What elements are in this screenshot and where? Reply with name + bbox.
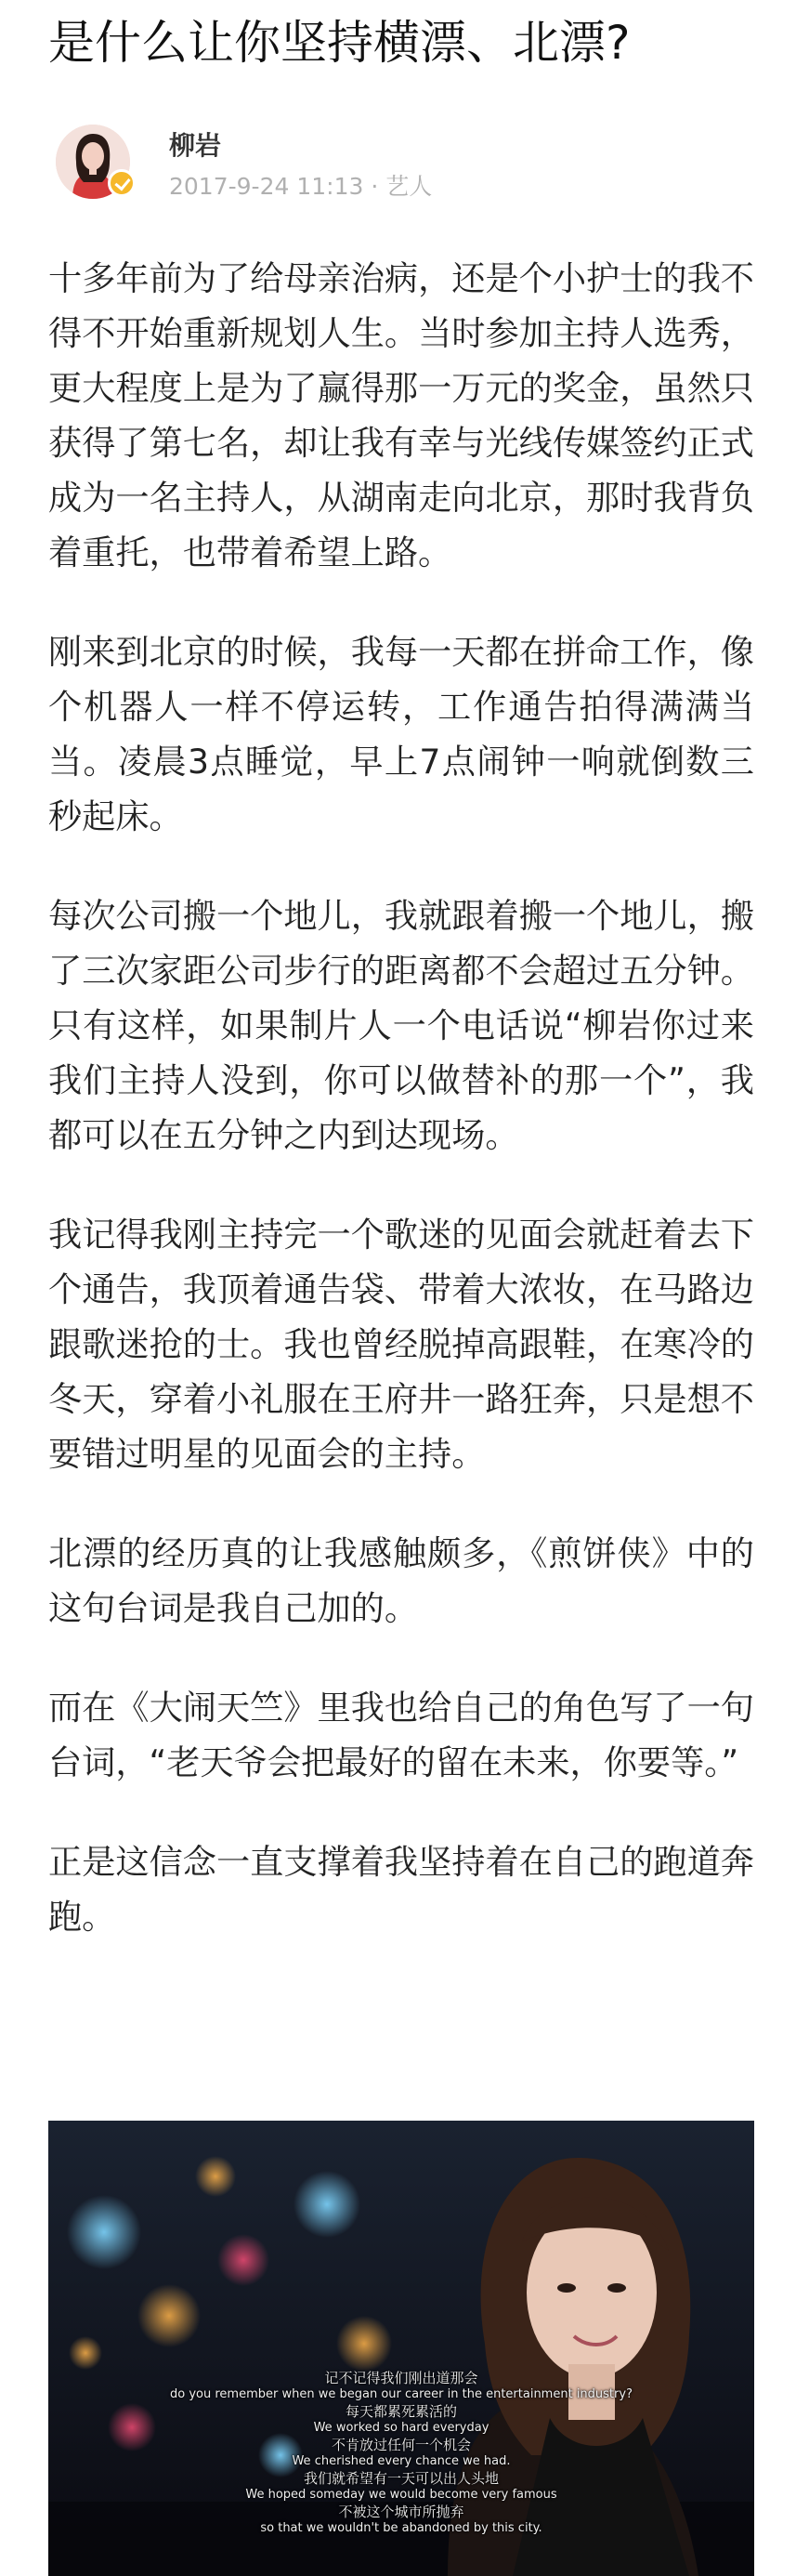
- author-header: [48, 117, 754, 206]
- subtitle-line: We worked so hard everyday: [313, 2421, 489, 2435]
- paragraph: 而在《大闹天竺》里我也给自己的角色写了一句台词，“老天爷会把最好的留在未来，你要等。”: [48, 1688, 754, 1782]
- paragraph: 刚来到北京的时候，我每一天都在拼命工作，像个机器人一样不停运转，工作通告拍得满满当当。凌晨3点睡觉，早上7点闹钟一响就倒数三秒起床。: [48, 632, 754, 836]
- subtitle-line: 不被这个城市所抛弃: [338, 2504, 464, 2520]
- paragraph: 十多年前为了给母亲治病，还是个小护士的我不得不开始重新规划人生。当时参加主持人选秀，更大程度上是为了赢得那一万元的奖金，虽然只获得了第七名，却让我有幸与光线传媒签约正式成为一名主持人，从湖南走向北京，那时我背负着重托，也带着希望上路。: [48, 258, 754, 572]
- subtitle-line: 我们就希望有一天可以出人头地: [303, 2470, 499, 2487]
- subtitle-line: 不肯放过任何一个机会: [331, 2437, 471, 2453]
- paragraph: 每次公司搬一个地儿，我就跟着搬一个地儿，搬了三次家距公司步行的距离都不会超过五分钟。只有这样，如果制片人一个电话说“柳岩你过来我们主持人没到，你可以做替补的那一个”，我都可以在五分钟之内到达现场。: [48, 896, 754, 1155]
- video-subtitles: [48, 2370, 754, 2537]
- author-name[interactable]: 柳岩: [169, 130, 222, 161]
- subtitle-line: 记不记得我们刚出道那会: [324, 2370, 478, 2386]
- article-body: [48, 251, 754, 1989]
- article-image[interactable]: [48, 2121, 754, 2576]
- paragraph: 北漂的经历真的让我感触颇多，《煎饼侠》中的这句台词是我自己加的。: [48, 1533, 754, 1628]
- subtitle-line: do you remember when we began our career in the entertainment industry?: [170, 2387, 633, 2401]
- paragraph: 我记得我刚主持完一个歌迷的见面会就赶着去下个通告，我顶着通告袋、带着大浓妆，在马路边跟歌迷抢的士。我也曾经脱掉高跟鞋，在寒冷的冬天，穿着小礼服在王府井一路狂奔，只是想不要错过明星的见面会的主持。: [48, 1215, 754, 1474]
- subtitle-line: We cherished every chance we had.: [292, 2454, 511, 2468]
- paragraph: 正是这信念一直支撑着我坚持着在自己的跑道奔跑。: [48, 1842, 754, 1937]
- verified-badge-icon: [108, 169, 136, 197]
- subtitle-line: 每天都累死累活的: [345, 2403, 457, 2420]
- subtitle-line: We hoped someday we would become very famous: [245, 2488, 557, 2502]
- subtitle-line: so that we wouldn't be abandoned by this city.: [260, 2521, 542, 2535]
- article-title: 是什么让你坚持横漂、北漂?: [48, 16, 631, 70]
- post-meta: 2017-9-24 11:13 · 艺人: [169, 173, 433, 200]
